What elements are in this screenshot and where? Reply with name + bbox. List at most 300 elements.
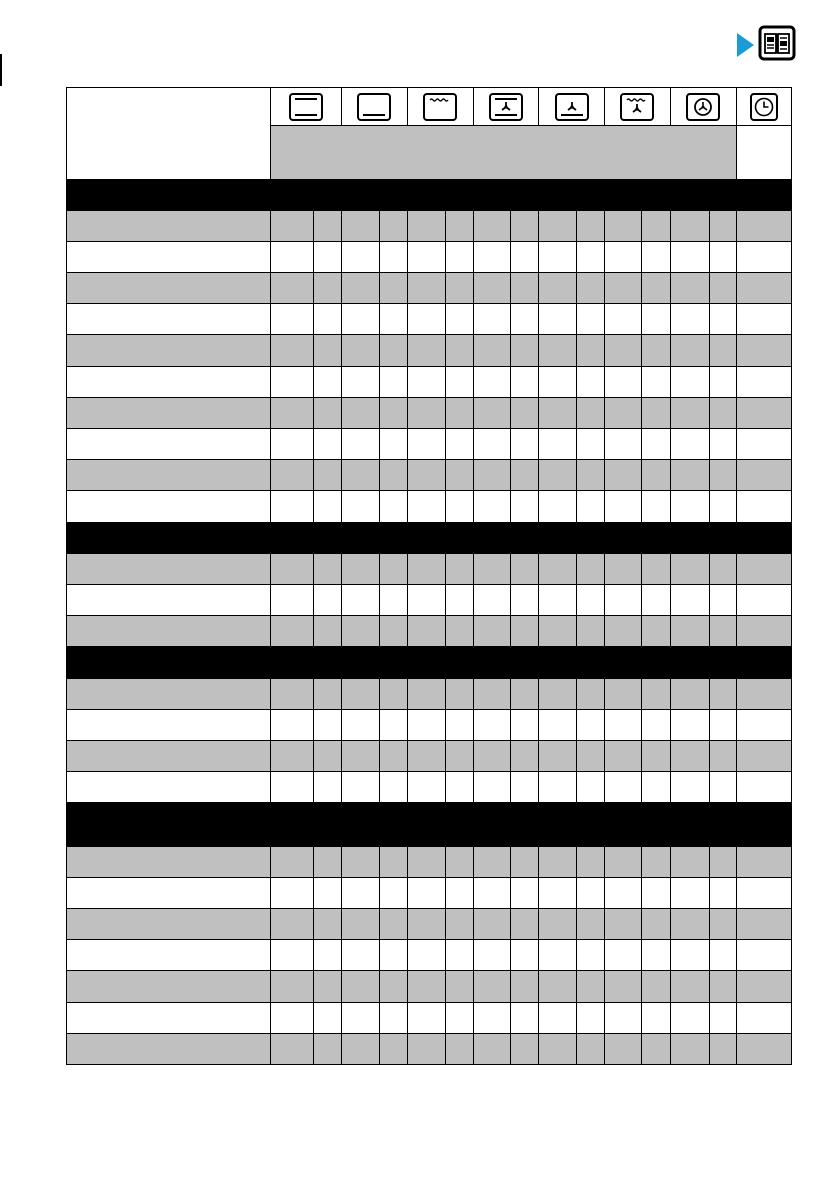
value-cell	[270, 584, 313, 615]
value-cell	[511, 1033, 539, 1064]
value-cell	[341, 429, 379, 460]
value-cell	[709, 491, 736, 522]
table-row	[67, 678, 792, 709]
value-cell	[709, 940, 736, 971]
value-cell	[407, 460, 445, 491]
time-cell	[736, 335, 791, 366]
value-cell	[642, 678, 670, 709]
value-cell	[341, 772, 379, 803]
time-cell	[736, 908, 791, 939]
value-cell	[445, 877, 473, 908]
value-cell	[539, 940, 577, 971]
time-cell	[736, 366, 791, 397]
value-cell	[511, 772, 539, 803]
fan-grill-icon	[619, 92, 655, 122]
value-cell	[642, 740, 670, 771]
value-cell	[670, 772, 709, 803]
value-cell	[605, 971, 642, 1002]
value-cell	[577, 273, 605, 304]
value-cell	[642, 304, 670, 335]
value-cell	[313, 740, 341, 771]
value-cell	[511, 366, 539, 397]
value-cell	[670, 877, 709, 908]
value-cell	[474, 584, 511, 615]
value-cell	[642, 584, 670, 615]
dish-cell	[67, 335, 271, 366]
value-cell	[670, 971, 709, 1002]
table-row	[67, 429, 792, 460]
dish-cell	[67, 908, 271, 939]
value-cell	[270, 335, 313, 366]
value-cell	[445, 846, 473, 877]
value-cell	[313, 1033, 341, 1064]
dish-cell	[67, 304, 271, 335]
value-cell	[407, 210, 445, 241]
value-cell	[407, 678, 445, 709]
time-cell	[736, 772, 791, 803]
value-cell	[474, 709, 511, 740]
value-cell	[407, 877, 445, 908]
value-cell	[445, 304, 473, 335]
fan-top-bottom-icon	[488, 92, 524, 122]
dish-cell	[67, 273, 271, 304]
value-cell	[670, 940, 709, 971]
value-cell	[445, 709, 473, 740]
value-cell	[511, 678, 539, 709]
value-cell	[577, 335, 605, 366]
value-cell	[539, 460, 577, 491]
value-cell	[577, 1033, 605, 1064]
value-cell	[341, 740, 379, 771]
value-cell	[539, 877, 577, 908]
value-cell	[577, 971, 605, 1002]
value-cell	[445, 1002, 473, 1033]
value-cell	[709, 273, 736, 304]
value-cell	[341, 553, 379, 584]
value-cell	[642, 877, 670, 908]
value-cell	[341, 971, 379, 1002]
value-cell	[407, 335, 445, 366]
value-cell	[642, 1033, 670, 1064]
table-row	[67, 940, 792, 971]
value-cell	[445, 429, 473, 460]
value-cell	[474, 1002, 511, 1033]
value-cell	[670, 273, 709, 304]
value-cell	[709, 460, 736, 491]
value-cell	[270, 846, 313, 877]
value-cell	[270, 908, 313, 939]
mode-cell	[605, 88, 670, 126]
cooking-table	[66, 87, 792, 1065]
value-cell	[341, 678, 379, 709]
value-cell	[313, 460, 341, 491]
dish-cell	[67, 740, 271, 771]
value-cell	[474, 772, 511, 803]
value-cell	[407, 491, 445, 522]
time-cell	[736, 940, 791, 971]
value-cell	[511, 1002, 539, 1033]
value-cell	[577, 616, 605, 647]
dish-cell	[67, 429, 271, 460]
value-cell	[511, 584, 539, 615]
dish-cell	[67, 241, 271, 272]
table-row	[67, 335, 792, 366]
value-cell	[539, 971, 577, 1002]
value-cell	[605, 397, 642, 428]
value-cell	[577, 940, 605, 971]
value-cell	[577, 709, 605, 740]
value-cell	[577, 304, 605, 335]
value-cell	[445, 772, 473, 803]
value-cell	[577, 772, 605, 803]
value-cell	[642, 616, 670, 647]
value-cell	[605, 366, 642, 397]
value-cell	[270, 429, 313, 460]
value-cell	[270, 491, 313, 522]
value-cell	[511, 846, 539, 877]
value-cell	[577, 678, 605, 709]
value-cell	[407, 971, 445, 1002]
value-cell	[577, 397, 605, 428]
value-cell	[605, 273, 642, 304]
grill-icon	[422, 92, 458, 122]
value-cell	[341, 210, 379, 241]
time-cell	[736, 210, 791, 241]
value-cell	[642, 971, 670, 1002]
fan-bottom-icon	[554, 92, 590, 122]
mode-cell	[670, 88, 736, 126]
value-cell	[605, 1002, 642, 1033]
dish-cell	[67, 1002, 271, 1033]
value-cell	[379, 553, 407, 584]
value-cell	[474, 335, 511, 366]
dish-cell	[67, 553, 271, 584]
value-cell	[313, 335, 341, 366]
value-cell	[313, 709, 341, 740]
value-cell	[474, 616, 511, 647]
time-cell	[736, 429, 791, 460]
value-cell	[642, 553, 670, 584]
value-cell	[474, 429, 511, 460]
value-cell	[270, 971, 313, 1002]
value-cell	[642, 908, 670, 939]
table-row	[67, 491, 792, 522]
value-cell	[341, 1002, 379, 1033]
value-cell	[474, 678, 511, 709]
time-cell	[736, 241, 791, 272]
value-cell	[605, 940, 642, 971]
dish-cell	[67, 971, 271, 1002]
value-cell	[407, 273, 445, 304]
value-cell	[313, 584, 341, 615]
value-cell	[642, 1002, 670, 1033]
value-cell	[577, 241, 605, 272]
value-cell	[539, 429, 577, 460]
value-cell	[577, 877, 605, 908]
value-cell	[511, 877, 539, 908]
value-cell	[445, 971, 473, 1002]
value-cell	[407, 553, 445, 584]
time-cell	[736, 397, 791, 428]
value-cell	[709, 971, 736, 1002]
value-cell	[270, 210, 313, 241]
dish-cell	[67, 1033, 271, 1064]
value-cell	[511, 491, 539, 522]
value-cell	[605, 846, 642, 877]
manual-book-icon[interactable]	[758, 25, 796, 61]
value-cell	[341, 273, 379, 304]
dish-cell	[67, 616, 271, 647]
value-cell	[511, 429, 539, 460]
value-cell	[313, 210, 341, 241]
value-cell	[511, 397, 539, 428]
value-cell	[539, 908, 577, 939]
value-cell	[670, 335, 709, 366]
value-cell	[407, 709, 445, 740]
value-cell	[670, 846, 709, 877]
value-cell	[511, 210, 539, 241]
value-cell	[511, 553, 539, 584]
time-cell	[736, 971, 791, 1002]
value-cell	[709, 304, 736, 335]
value-cell	[539, 491, 577, 522]
value-cell	[445, 616, 473, 647]
value-cell	[709, 908, 736, 939]
value-cell	[445, 273, 473, 304]
value-cell	[605, 616, 642, 647]
table-row	[67, 709, 792, 740]
value-cell	[642, 460, 670, 491]
value-cell	[313, 553, 341, 584]
value-cell	[642, 366, 670, 397]
value-cell	[379, 335, 407, 366]
value-cell	[577, 210, 605, 241]
value-cell	[709, 335, 736, 366]
value-cell	[379, 304, 407, 335]
value-cell	[474, 908, 511, 939]
value-cell	[270, 273, 313, 304]
bottom-heat-icon	[356, 92, 392, 122]
value-cell	[642, 491, 670, 522]
table-row	[67, 740, 792, 771]
value-cell	[270, 397, 313, 428]
section-title	[67, 179, 792, 210]
value-cell	[445, 460, 473, 491]
value-cell	[379, 709, 407, 740]
value-cell	[539, 584, 577, 615]
dish-cell	[67, 210, 271, 241]
value-cell	[379, 616, 407, 647]
value-cell	[379, 460, 407, 491]
value-cell	[270, 304, 313, 335]
value-cell	[539, 335, 577, 366]
value-cell	[539, 616, 577, 647]
value-cell	[670, 1002, 709, 1033]
table-row	[67, 971, 792, 1002]
value-cell	[379, 940, 407, 971]
value-cell	[709, 877, 736, 908]
dish-cell	[67, 678, 271, 709]
value-cell	[605, 553, 642, 584]
value-cell	[670, 491, 709, 522]
value-cell	[445, 584, 473, 615]
value-cell	[605, 709, 642, 740]
value-cell	[511, 616, 539, 647]
value-cell	[379, 772, 407, 803]
dish-cell	[67, 877, 271, 908]
page-edge-mark	[0, 54, 2, 86]
value-cell	[474, 877, 511, 908]
value-cell	[313, 616, 341, 647]
value-cell	[341, 491, 379, 522]
value-cell	[642, 429, 670, 460]
value-cell	[313, 908, 341, 939]
value-cell	[539, 210, 577, 241]
value-cell	[445, 678, 473, 709]
value-cell	[577, 460, 605, 491]
mode-cell	[341, 88, 407, 126]
value-cell	[341, 1033, 379, 1064]
value-cell	[605, 908, 642, 939]
value-cell	[642, 273, 670, 304]
value-cell	[709, 709, 736, 740]
mode-cell	[474, 88, 539, 126]
dish-cell	[67, 460, 271, 491]
value-cell	[577, 553, 605, 584]
value-cell	[445, 335, 473, 366]
value-cell	[313, 304, 341, 335]
value-cell	[313, 241, 341, 272]
value-cell	[709, 241, 736, 272]
time-subheader-cell	[736, 126, 791, 179]
value-cell	[445, 397, 473, 428]
table-row	[67, 1033, 792, 1064]
value-cell	[313, 846, 341, 877]
play-arrow-icon[interactable]	[737, 33, 754, 57]
value-cell	[379, 877, 407, 908]
value-cell	[539, 397, 577, 428]
section-title	[67, 803, 792, 846]
value-cell	[270, 740, 313, 771]
value-cell	[379, 210, 407, 241]
value-cell	[709, 429, 736, 460]
value-cell	[670, 553, 709, 584]
value-cell	[709, 584, 736, 615]
time-cell	[736, 1033, 791, 1064]
value-cell	[474, 740, 511, 771]
value-cell	[407, 397, 445, 428]
value-cell	[577, 366, 605, 397]
value-cell	[474, 846, 511, 877]
section-band	[67, 647, 792, 678]
value-cell	[709, 772, 736, 803]
value-cell	[539, 1033, 577, 1064]
value-cell	[670, 397, 709, 428]
value-cell	[407, 304, 445, 335]
value-cell	[642, 709, 670, 740]
section-band	[67, 803, 792, 846]
value-cell	[511, 335, 539, 366]
value-cell	[445, 241, 473, 272]
value-cell	[670, 429, 709, 460]
value-cell	[313, 940, 341, 971]
value-cell	[341, 616, 379, 647]
value-cell	[539, 1002, 577, 1033]
value-cell	[474, 273, 511, 304]
value-cell	[407, 772, 445, 803]
value-cell	[341, 335, 379, 366]
value-cell	[577, 584, 605, 615]
table-row	[67, 366, 792, 397]
value-cell	[445, 740, 473, 771]
table-row	[67, 616, 792, 647]
value-cell	[474, 366, 511, 397]
header-label-cell	[67, 88, 271, 180]
value-cell	[605, 210, 642, 241]
value-cell	[445, 553, 473, 584]
time-cell	[736, 553, 791, 584]
dish-cell	[67, 772, 271, 803]
value-cell	[474, 553, 511, 584]
value-cell	[313, 273, 341, 304]
value-cell	[407, 940, 445, 971]
value-cell	[605, 584, 642, 615]
value-cell	[605, 304, 642, 335]
value-cell	[341, 877, 379, 908]
value-cell	[511, 709, 539, 740]
section-band	[67, 522, 792, 553]
value-cell	[709, 1033, 736, 1064]
value-cell	[407, 1033, 445, 1064]
value-cell	[474, 460, 511, 491]
value-cell	[474, 940, 511, 971]
value-cell	[313, 397, 341, 428]
value-cell	[270, 940, 313, 971]
value-cell	[474, 491, 511, 522]
value-cell	[313, 877, 341, 908]
value-cell	[379, 740, 407, 771]
value-cell	[605, 772, 642, 803]
table-row	[67, 304, 792, 335]
value-cell	[642, 846, 670, 877]
value-cell	[270, 553, 313, 584]
value-cell	[379, 429, 407, 460]
dish-cell	[67, 709, 271, 740]
value-cell	[313, 429, 341, 460]
value-cell	[605, 491, 642, 522]
time-cell	[736, 584, 791, 615]
value-cell	[379, 397, 407, 428]
table-row	[67, 210, 792, 241]
mode-cell	[539, 88, 605, 126]
value-cell	[407, 584, 445, 615]
value-cell	[605, 877, 642, 908]
time-cell	[736, 616, 791, 647]
value-cell	[511, 241, 539, 272]
value-cell	[605, 740, 642, 771]
value-cell	[539, 273, 577, 304]
value-cell	[445, 210, 473, 241]
value-cell	[511, 273, 539, 304]
value-cell	[605, 1033, 642, 1064]
value-cell	[379, 491, 407, 522]
value-cell	[313, 772, 341, 803]
value-cell	[539, 304, 577, 335]
value-cell	[379, 241, 407, 272]
value-cell	[341, 397, 379, 428]
value-cell	[539, 553, 577, 584]
value-cell	[270, 241, 313, 272]
